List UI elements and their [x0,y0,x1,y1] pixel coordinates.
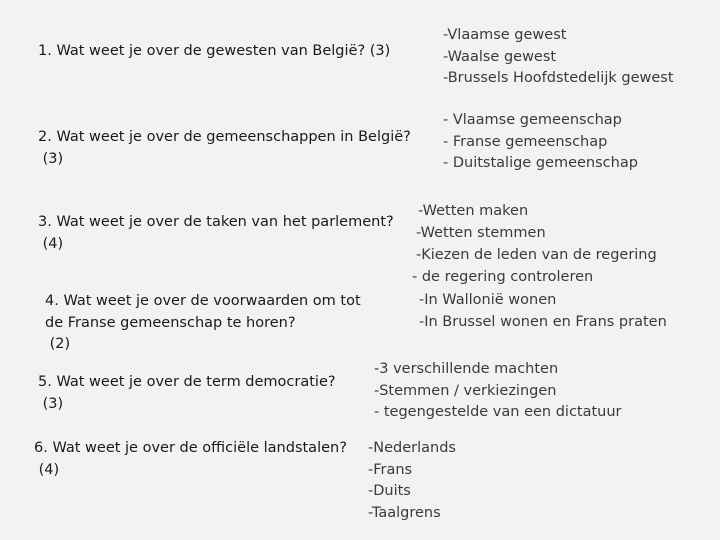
question-5-points: (3) [38,395,64,412]
answer-5-item: -Stemmen / verkiezingen [374,382,557,399]
question-4-line: 4. Wat weet je over de voorwaarden om tot [45,293,361,309]
question-2-line: 2. Wat weet je over de gemeenschappen in België? [38,129,411,145]
question-1 [38,41,390,63]
question-3 [38,212,394,255]
question-4 [45,291,361,356]
answer-5-item: -3 verschillende machten [374,361,559,377]
answer-4-item: -In Wallonië wonen [419,292,557,308]
answer-2 [443,110,638,175]
answer-6-item: -Nederlands [368,440,456,456]
answer-6-item: -Taalgrens [368,504,441,521]
question-2-points: (3) [38,150,64,167]
answer-3 [412,200,657,288]
question-6 [34,438,347,481]
question-5-line: 5. Wat weet je over de term democratie? [38,374,336,390]
answer-5-item: - tegengestelde van een dictatuur [374,404,622,420]
answer-4-item: -In Brussel wonen en Frans praten [419,313,667,330]
answer-3-item: -Wetten maken [418,203,529,219]
question-6-line: 6. Wat weet je over de officiële landstalen? [34,440,347,456]
answer-6 [368,438,456,524]
question-3-line: 3. Wat weet je over de taken van het parlement? [38,214,394,230]
answer-5 [374,359,622,424]
answer-1-item: -Brussels Hoofdstedelijk gewest [443,70,674,86]
question-2 [38,127,411,170]
answer-1-item: -Vlaamse gewest [443,27,567,43]
question-6-points: (4) [34,461,60,478]
answer-2-item: - Duitstalige gemeenschap [443,155,638,171]
answer-3-item: -Kiezen de leden van de regering [416,247,657,263]
answer-1-item: -Waalse gewest [443,48,557,65]
answer-2-item: - Vlaamse gemeenschap [443,112,622,128]
answer-6-item: -Frans [368,461,413,478]
answer-6-item: -Duits [368,483,411,499]
question-5 [38,372,336,415]
answer-3-item: -Wetten stemmen [416,225,546,241]
answer-4 [419,290,667,333]
question-1-line: 1. Wat weet je over de gewesten van België? (3) [38,43,391,59]
answer-3-item: - de regering controleren [412,269,594,285]
answer-1 [443,25,674,90]
question-4-points: (2) [45,336,71,352]
question-4-line: de Franse gemeenschap te horen? [45,314,296,331]
answer-2-item: - Franse gemeenschap [443,133,608,150]
question-3-points: (4) [38,235,64,252]
